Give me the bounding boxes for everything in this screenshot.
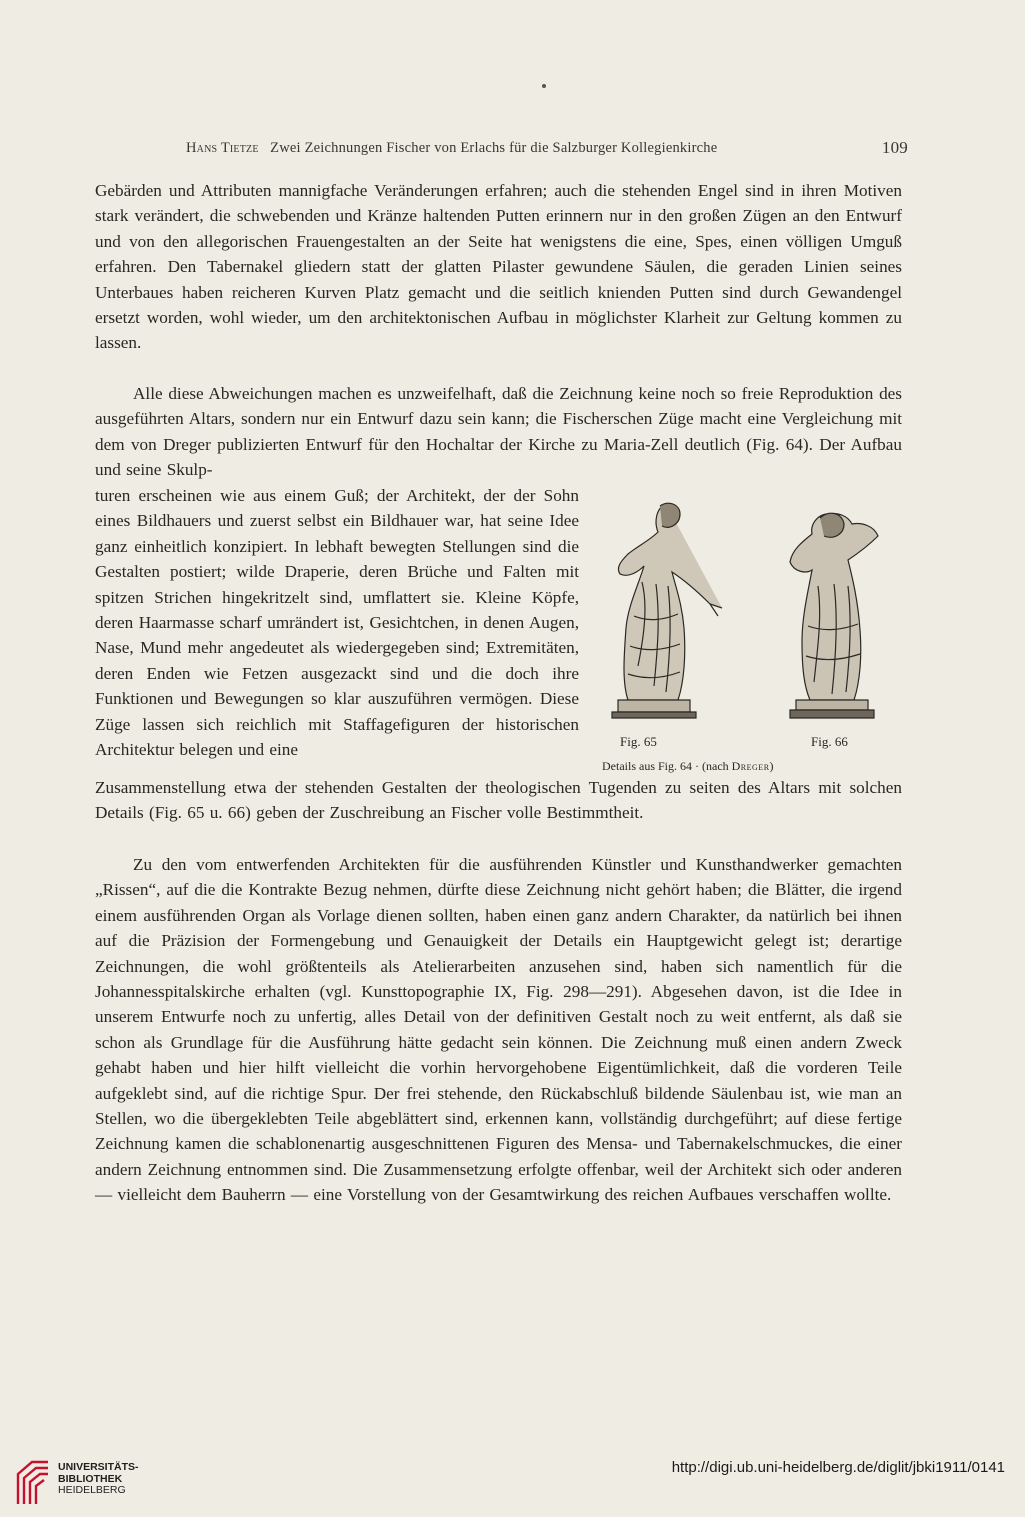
paragraph-2-wrapped <box>95 483 579 762</box>
figure-caption-suffix: ) <box>769 759 774 773</box>
figure-caption-prefix: Details aus Fig. 64 · (nach <box>602 759 732 773</box>
paragraph-1 <box>95 178 902 356</box>
figure-65-66 <box>598 496 880 776</box>
paragraph-2-bottom-text: Zusammenstellung etwa der stehenden Gestalten der theologischen Tugenden zu seiten des Altars mit solchen Details (Fig. 65 u. 66) geben der Zuschreibung an Fischer volle Bestimmtheit. <box>95 778 902 823</box>
statue-fig-66 <box>790 513 878 718</box>
library-logo-icon <box>14 1458 54 1508</box>
paragraph-2-bottom <box>95 775 902 826</box>
paragraph-2-wrapped-text: turen erscheinen wie aus einem Guß; der Architekt, der der Sohn eines Bildhauers und zuerst selbst ein Bildhauer war, hat seine Idee ganz einheitlich konzipiert. In lebhaft bewegten Stellungen sind die Gestalten postiert; wilde Draperie, deren Brüche und Falten mit spitzen Strichen hingekritzelt sind, umflattert sie. Kleine Köpfe, deren Haarmasse scharf umrändert ist, Gesichtchen, in denen Augen, Nase, Mund mehr angedeutet als wiedergegeben sind; Extremitäten, deren Enden wie Fetzen ausgezackt sind und die doch ihre Funktionen und Bewegungen so klar auszuführen vermögen. Diese Züge lassen sich reichlich mit Staffagefiguren der historischen Architektur belegen und eine <box>95 486 579 760</box>
figure-caption <box>602 759 774 774</box>
paragraph-2-top-text: Alle diese Abweichungen machen es unzweifelhaft, daß die Zeichnung keine noch so freie Reproduktion des ausgeführten Altars, sondern nur ein Entwurf dazu sein kann; die Fischerschen Züge macht eine Vergleichung mit dem von Dreger publizierten Entwurf für den Hochaltar der Kirche zu Maria-Zell deutlich (Fig. 64). Der Aufbau und seine Skulp- <box>95 384 902 480</box>
logo-line-2: BIBLIOTHEK <box>58 1472 123 1485</box>
library-logo[interactable] <box>14 1458 174 1510</box>
paragraph-2-top <box>95 381 902 483</box>
header-author: Hans Tietze <box>186 140 259 156</box>
statue-illustrations <box>598 496 880 728</box>
paragraph-3-text: Zu den vom entwerfenden Architekten für die ausführenden Künstler und Kunsthandwerker gemachten „Rissen“, auf die die Kontrakte Bezug nehmen, dürfte diese Zeichnung nicht gehört haben; die Blätter, die irgend einem ausführenden Organ als Vorlage dienen sollten, haben einen ganz andern Charakter, da natürlich bei ihnen auf die Präzision der Formengebung und Genauigkeit der Details ein Hauptgewicht gelegt ist; derartige Zeichnungen, die wohl größtenteils als Atelierarbeiten anzusehen sind, haben sich namentlich für die Johannesspitalskirche erhalten (vgl. Kunsttopographie IX, Fig. 298—291). Abgesehen davon, ist die Idee in unserem Entwurfe noch zu unfertig, alles Detail von der definitiven Gestalt noch zu weit entfernt, als daß sie schon als Grundlage für die Ausführung hätte gedacht sein können. Die Zeichnung muß einen andern Zweck gehabt haben und hier hilft vielleicht die vorhin hervorgehobene Eigentümlichkeit, daß die vorderen Teile aufgeklebt sind, auf die richtige Spur. Der frei stehende, den Rückabschluß bildende Säulenbau ist, wie man an Stellen, wo die übergeklebten Teile abgeblättert sind, erkennen kann, vollständig durchgeführt; auf diese fertige Zeichnung kamen die schablonenartig ausgeschnittenen Figuren des Mensa- und Tabernakelschmuckes, die einer andern Zeichnung entnommen sind. Die Zusammensetzung erfolgte offenbar, weil der Architekt sich oder anderen — vielleicht dem Bauherrn — eine Vorstellung von der Gesamtwirkung des reichen Aufbaues verschaffen wollte. <box>95 855 902 1205</box>
figure-65-label: Fig. 65 <box>620 734 657 749</box>
figure-caption-name: Dreger <box>731 759 770 773</box>
statue-fig-65 <box>612 503 722 718</box>
header-title: Zwei Zeichnungen Fischer von Erlachs für die Salzburger Kollegienkirche <box>270 140 718 156</box>
paragraph-3 <box>95 852 902 1208</box>
logo-line-1: UNIVERSITÄTS- <box>58 1461 139 1473</box>
print-mark <box>542 84 546 88</box>
paragraph-1-text: Gebärden und Attributen mannigfache Veränderungen erfahren; auch die stehenden Engel sind in ihren Motiven stark verändert, die schwebenden und Kränze haltenden Putten erinnern nur in den großen Zügen an den Entwurf und von den allegorischen Frauengestalten an der Seite hat wenigstens die eine, Spes, einen völligen Umguß erfahren. Den Tabernakel gliedern statt der glatten Pilaster gewundene Säulen, die geraden Linien seines Unterbaues haben reicheren Kurven Platz gemacht und die seitlich knienden Putten sind durch Gewandengel ersetzt worden, wohl wieder, um den architektonischen Aufbau in möglichster Klarheit zur Geltung kommen zu lassen. <box>95 181 902 353</box>
logo-line-3: HEIDELBERG <box>58 1484 126 1496</box>
library-logo-text <box>58 1462 139 1497</box>
source-url-link[interactable]: http://digi.ub.uni-heidelberg.de/diglit/jbki1911/0141 <box>671 1459 1005 1476</box>
page-number: 109 <box>881 138 908 157</box>
figure-66-label: Fig. 66 <box>811 734 848 749</box>
